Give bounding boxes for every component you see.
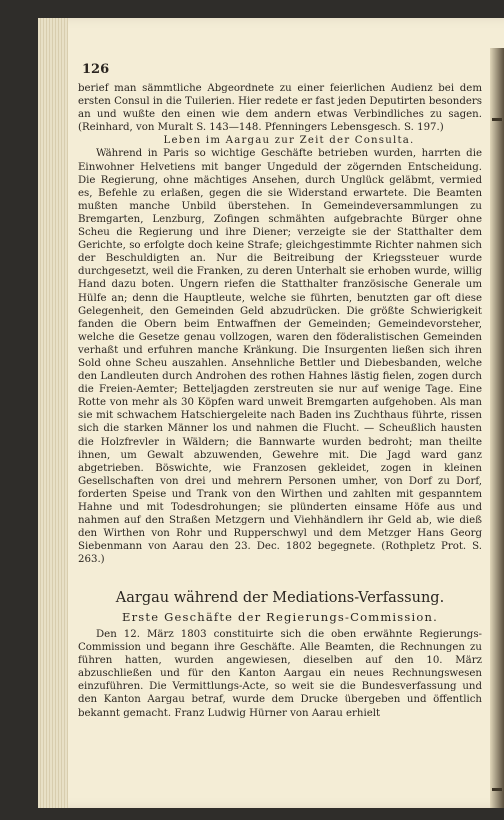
section-heading: Erste Geschäfte der Regierungs-Commission. xyxy=(122,610,438,624)
spine-mark xyxy=(492,118,502,121)
page-edges xyxy=(38,18,68,808)
paragraph: berief man sämmtliche Abgeordnete zu einer feierlichen Audienz bei dem ersten Consul in die Tuilerien. Hier redete er fast jeden Deputirten besonders an und wußte den einen wie dem andern etwas Verbindliches zu sagen. (Reinhard, von Muralt S. 143—148. Pfenningers Lebensgesch. S. 197.) xyxy=(78,83,482,134)
paragraph: Den 12. März 1803 constituirte sich die oben erwähnte Regierungs-Commission und begann ihre Geschäfte. Alle Beamten, die Rechnungen zu führen hatten, wurden angewiesen, dieselben auf den 10. März abzuschließen und für den Kanton Aargau ein neues Rechnungswesen einzuführen. Die Vermittlungs-Acte, so weit sie die Bundesverfassung und den Kanton Aargau betraf, wurde dem Drucke übergeben und öffentlich bekannt gemacht. Franz Ludwig Hürner von Aarau erhielt xyxy=(78,629,482,719)
body-text-bottom xyxy=(78,628,482,720)
book-spine xyxy=(490,48,504,808)
paragraph: Während in Paris so wichtige Geschäfte betrieben wurden, harrten die Einwohner Helvetiens mit banger Ungeduld der zögernden Entscheidung. Die Regierung, ohne mächtiges Ansehen, durch Unglück geläbmt, vermied es, Befehle zu erlaßen, gegen die sie Widerstand erwartete. Die Beamten mußten manche Unbild überstehen. In Gemeindeversammlungen zu Bremgarten, Lenzburg, Zofingen schmähten aufgebrachte Bürger ohne Scheu die Regierung und ihre Diener; verzeigte sie der Statthalter dem Gerichte, so erfolgte doch keine Strafe; gleichgestimmte Richter nahmen sich der Beschuldigten an. Nur die Beitreibung der Kriegssteuer wurde durchgesetzt, weil die Franken, zu deren Unterhalt sie erhoben wurde, willig Hand dazu boten. Ungern riefen die Statthalter französische Generale um Hülfe an; denn die Hauptleute, welche sie führten, benutzten gar oft diese Gelegenheit, den Gemeinden Geld abzudrücken. Die größte Schwierigkeit fanden die Obern beim Entwaffnen der Gemeinden; Gemeindevorsteher, welche die Gesetze genau vollzogen, waren den föderalistischen Gemeinden verhaßt und erfuhren manche Kränkung. Die Insurgenten ließen sich ihren Sold ohne Scheu auszahlen. Ansehnliche Bettler und Diebesbanden, welche den Landleuten durch Androhen des rothen Hahnes lästig fielen, zogen durch die Freien-Aemter; Betteljagden zerstreuten sie nur auf wenige Tage. Eine Rotte von mehr als 30 Köpfen ward unweit Bremgarten aufgehoben. Als man sie mit schwachem Hatschiergeleite nach Baden ins Zuchthaus führte, rissen sich die starken Männer los und nahmen die Flucht. — Scheußlich hausten die Holzfrevler in Wäldern; die Bannwarte wurden bedroht; man theilte ihnen, um Gewalt abzuwenden, Gewehre mit. Die Jagd ward ganz abgetrieben. Böswichte, wie Franzosen gekleidet, zogen in kleinen Gesellschaften von drei und mehrern Personen umher, von Dorf zu Dorf, forderten Speise und Trank von den Wirthen und zahlten mit gespanntem Hahne und mit Todesdrohungen; sie plünderten einsame Höfe aus und nahmen auf den Straßen Metzgern und Viehhändlern ihr Geld ab, wie dieß den Wirthen von Rohr und Rupperschwyl und dem Metzger Hans Georg Siebenmann von Aarau den 23. Dec. 1802 begegnete. (Rothpletz Prot. S. 263.) xyxy=(78,148,482,566)
spine-mark xyxy=(492,788,502,791)
body-text-top xyxy=(78,82,482,566)
chapter-heading: Aargau während der Mediations-Verfassung. xyxy=(115,590,445,606)
page-number: 126 xyxy=(82,62,110,77)
section-subheading: Leben im Aargau zur Zeit der Consulta. xyxy=(163,135,415,147)
